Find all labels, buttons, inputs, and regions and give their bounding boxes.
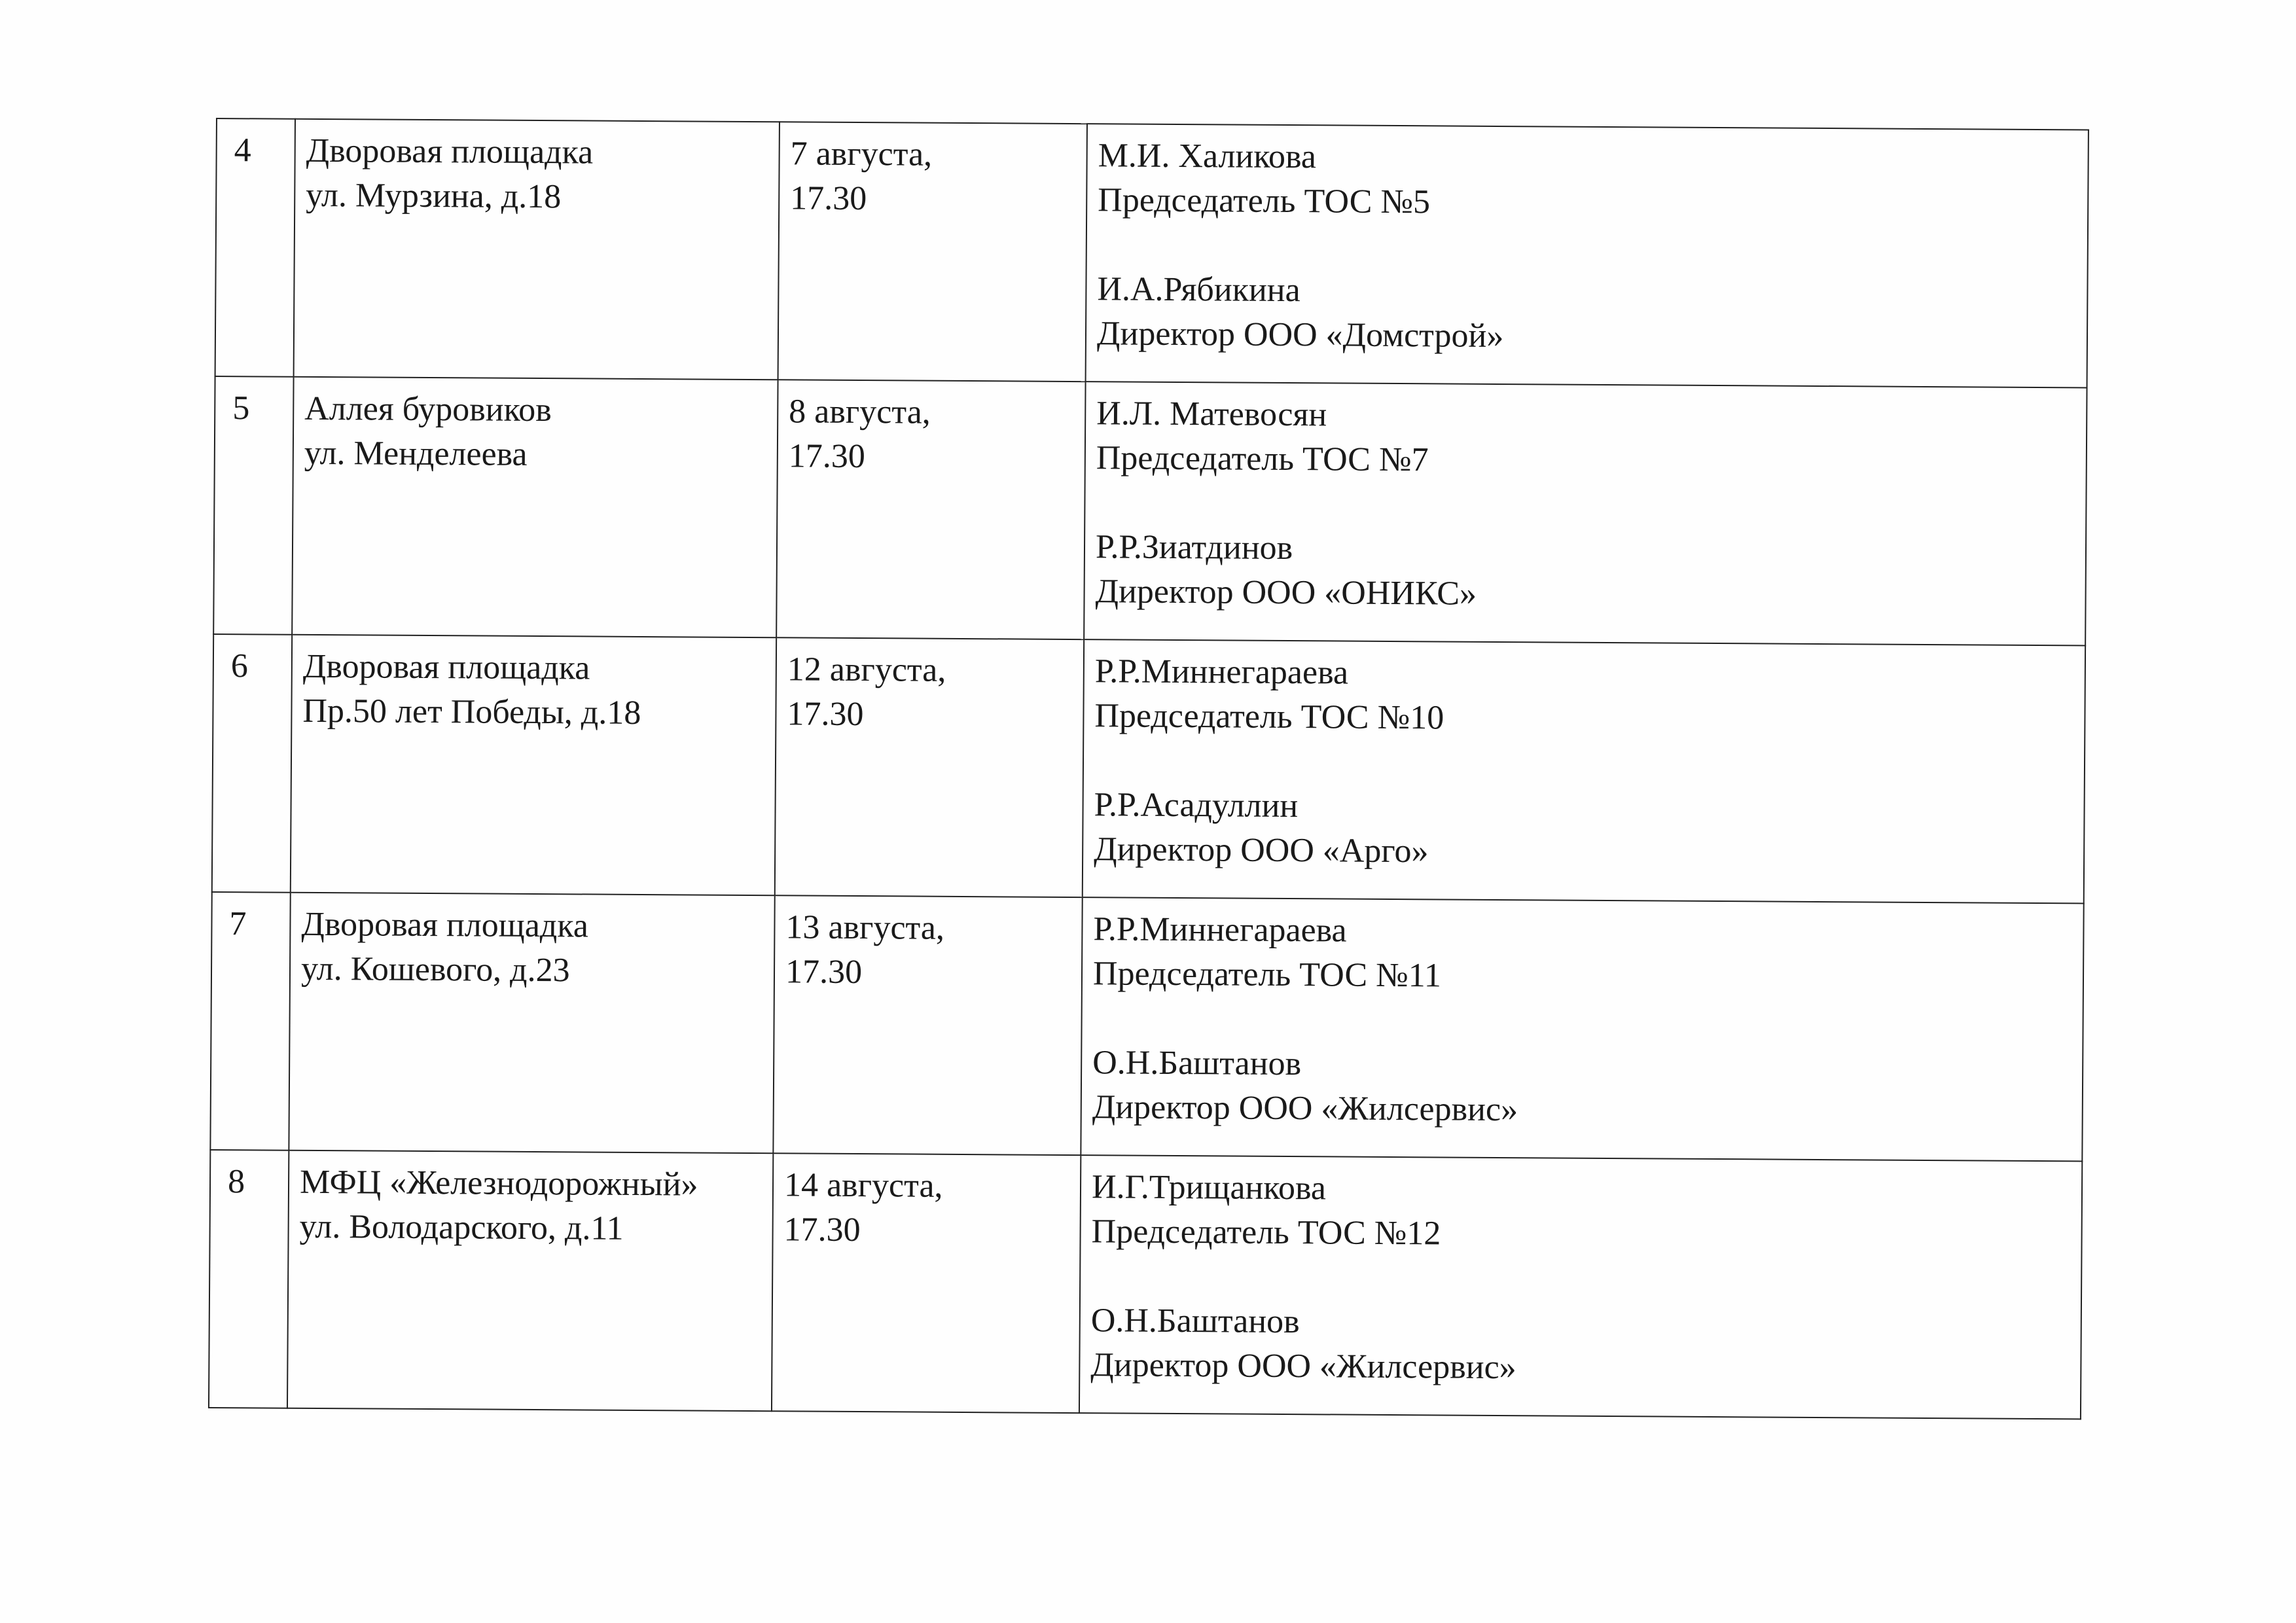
event-date: 8 августа, [789,393,931,431]
responsible-cell [1083,639,2085,903]
row-number-cell [209,1150,289,1408]
responsible-role: Директор ООО «Домстрой» [1096,315,1504,355]
responsible-name: И.А.Рябикина [1097,270,1300,310]
responsible-cell [1079,1155,2082,1419]
place-address: ул. Володарского, д.11 [299,1207,624,1247]
responsible-cell [1084,382,2087,645]
responsible-role: Директор ООО «Жилсервис» [1092,1088,1518,1129]
responsible-role: Директор ООО «Арго» [1094,830,1429,870]
responsible-name: И.Л. Матевосян [1096,395,1327,434]
responsible-role: Председатель ТОС №7 [1096,439,1429,479]
place-address: ул. Мурзина, д.18 [306,176,562,216]
event-date: 12 августа, [787,651,946,689]
event-date: 13 августа, [785,908,945,947]
row-number-cell [213,376,293,635]
date-cell [775,637,1084,897]
date-cell [778,122,1087,382]
row-number-cell [212,634,292,893]
table-row [209,1150,2082,1419]
event-time: 17.30 [790,179,867,218]
place-name: Дворовая площадка [302,647,590,687]
place-name: Аллея буровиков [304,389,552,429]
place-cell [289,893,774,1154]
row-number: 7 [229,905,247,943]
place-cell [291,635,776,896]
row-number: 5 [232,389,250,427]
responsible-role: Директор ООО «Жилсервис» [1090,1346,1516,1387]
row-number: 8 [227,1163,245,1201]
responsible-name: Р.Р.Миннегараева [1093,910,1347,950]
date-cell [773,895,1082,1155]
responsible-role: Председатель ТОС №11 [1092,955,1442,995]
row-number: 6 [230,647,249,685]
responsible-name: О.Н.Баштанов [1092,1044,1302,1083]
responsible-name: Р.Р.Асадуллин [1094,786,1299,825]
event-time: 17.30 [783,1211,861,1249]
responsible-cell [1081,897,2083,1161]
row-number: 4 [234,132,251,169]
table-row [213,376,2087,645]
place-address: Пр.50 лет Победы, д.18 [302,692,641,732]
date-cell [776,380,1085,639]
event-date: 7 августа, [790,135,933,173]
responsible-name: Р.Р.Зиатдинов [1095,528,1293,567]
table-row [212,634,2085,903]
events-schedule-table [208,118,2089,1419]
place-name: МФЦ «Железнодорожный» [299,1163,698,1204]
event-time: 17.30 [787,695,864,734]
responsible-name: М.И. Халикова [1098,137,1317,176]
place-address: ул. Менделеева [304,434,528,473]
place-cell [292,377,778,638]
responsible-role: Председатель ТОС №10 [1094,697,1444,737]
event-time: 17.30 [785,953,863,991]
place-address: ул. Кошевого, д.23 [300,950,570,990]
table-row [215,118,2089,387]
row-number-cell [215,118,295,377]
table-row [210,892,2083,1161]
row-number-cell [210,892,290,1150]
place-cell [294,119,780,380]
place-name: Дворовая площадка [306,132,594,171]
place-cell [287,1150,773,1412]
event-time: 17.30 [788,437,866,476]
place-name: Дворовая площадка [301,905,589,945]
date-cell [772,1153,1081,1413]
responsible-name: Р.Р.Миннегараева [1094,652,1349,692]
responsible-role: Председатель ТОС №12 [1091,1213,1441,1253]
responsible-name: И.Г.Трищанкова [1091,1168,1327,1207]
responsible-name: О.Н.Баштанов [1090,1302,1300,1341]
responsible-role: Директор ООО «ОНИКС» [1095,573,1477,613]
responsible-cell [1086,124,2089,387]
event-date: 14 августа, [783,1166,943,1205]
responsible-role: Председатель ТОС №5 [1098,181,1431,221]
